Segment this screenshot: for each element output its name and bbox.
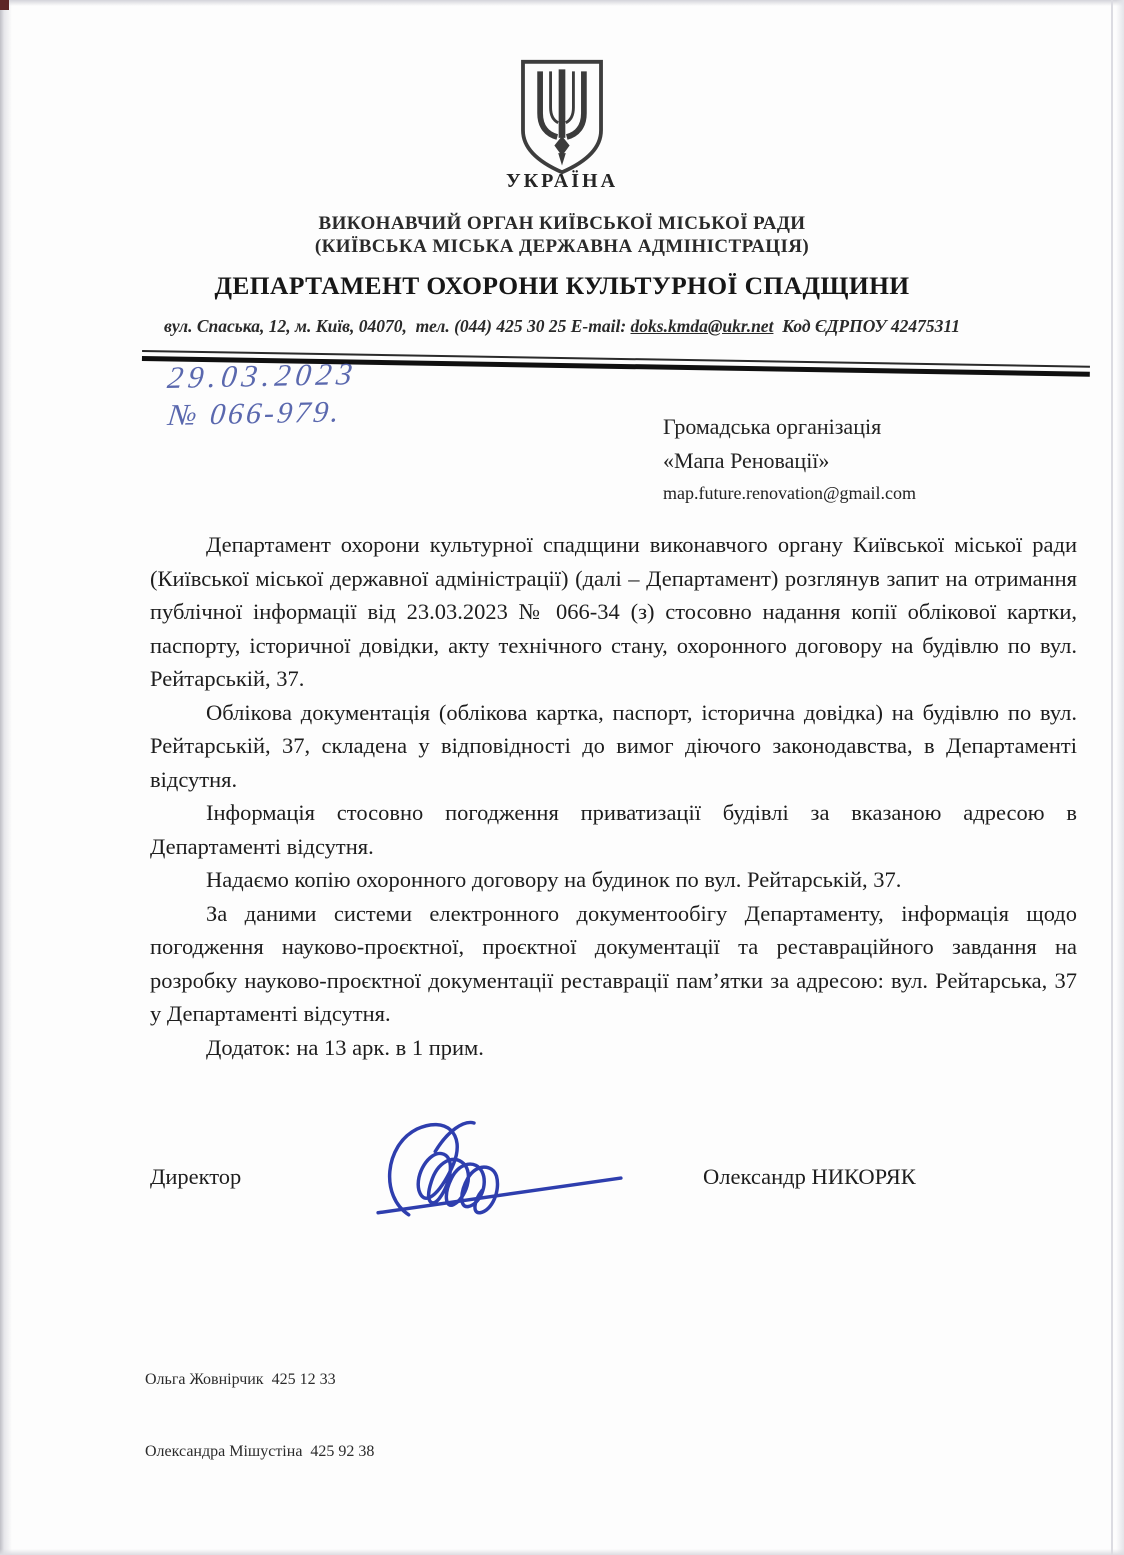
scan-edge-bottom — [0, 1549, 1124, 1555]
address-text: вул. Спаська, 12, м. Київ, 04070, тел. (044) 425 30 25 E-mail: — [164, 316, 631, 336]
edrpou-code: Код ЄДРПОУ 42475311 — [773, 316, 960, 336]
recipient-block — [663, 410, 916, 505]
attachment-note: Додаток: на 13 арк. в 1 прим. — [206, 1034, 484, 1060]
recipient-email: map.future.renovation@gmail.com — [663, 483, 917, 503]
recipient-org-type: Громадська організація — [663, 414, 882, 439]
body-paragraph: Департамент охорони культурної спадщини виконавчого органу Київської міської ради (Київської міської державної адміністрації) (далі – Департамент) розглянув запит на отримання публічної інформації від 23.03.2023 № 066-34 (з) стосовно надання копії облікової картки, паспорту, історичної довідки, акту технічного стану, охоронного договору на будівлю по вул. Рейтарській, 37. — [150, 532, 1077, 691]
scan-corner-artifact — [0, 0, 9, 10]
handwritten-outgoing-number: № 066-979. — [166, 395, 344, 433]
body-paragraph: За даними системи електронного документообігу Департаменту, інформація щодо погодження науково-проєктної, проєктної документації та реставраційного завдання на розробку науково-проєктної документації реставрації пам’ятки за адресою: вул. Рейтарська, 37 у Департаменті відсутня. — [150, 900, 1077, 1026]
contact-line: Ольга Жовнірчик 425 12 33 — [145, 1371, 336, 1388]
handwritten-date: 29.03.2023 — [165, 355, 360, 396]
department-title: ДЕПАРТАМЕНТ ОХОРОНИ КУЛЬТУРНОЇ СПАДЩИНИ — [214, 271, 910, 300]
signature-row — [150, 1128, 1077, 1258]
letterhead-address-line — [0, 316, 1124, 337]
country-title: УКРАЇНА — [505, 170, 619, 192]
handwritten-signature — [372, 1114, 627, 1246]
org-name-line2: (КИЇВСЬКА МІСЬКА ДЕРЖАВНА АДМІНІСТРАЦІЯ) — [314, 236, 810, 257]
recipient-org-name: «Мапа Реновації» — [663, 448, 830, 473]
handwritten-registration — [167, 356, 358, 433]
letter-body — [150, 528, 1077, 1258]
signer-name: Олександр НИКОРЯК — [703, 1164, 916, 1189]
contact-line: Олександра Мішустіна 425 92 38 — [145, 1443, 375, 1460]
body-paragraph: Надаємо копію охоронного договору на будинок по вул. Рейтарській, 37. — [206, 867, 902, 892]
letterhead-email: doks.kmda@ukr.net — [630, 316, 774, 336]
signer-position-title: Директор — [150, 1164, 242, 1189]
body-paragraph: Інформація стосовно погодження приватизації будівлі за вказаною адресою в Департаменті відсутня. — [150, 800, 1077, 859]
body-paragraph: Облікова документація (облікова картка, паспорт, історична довідка) на будівлю по вул. Рейтарській, 37, складена у відповідності до вимог діючого законодавства, в Департаменті відсутня. — [150, 699, 1077, 792]
org-name-line1: ВИКОНАВЧИЙ ОРГАН КИЇВСЬКОЇ МІСЬКОЇ РАДИ — [318, 213, 806, 234]
ukraine-trident-emblem-icon — [514, 58, 610, 181]
executor-contacts — [145, 1320, 374, 1512]
scan-edge-top — [0, 0, 1124, 6]
